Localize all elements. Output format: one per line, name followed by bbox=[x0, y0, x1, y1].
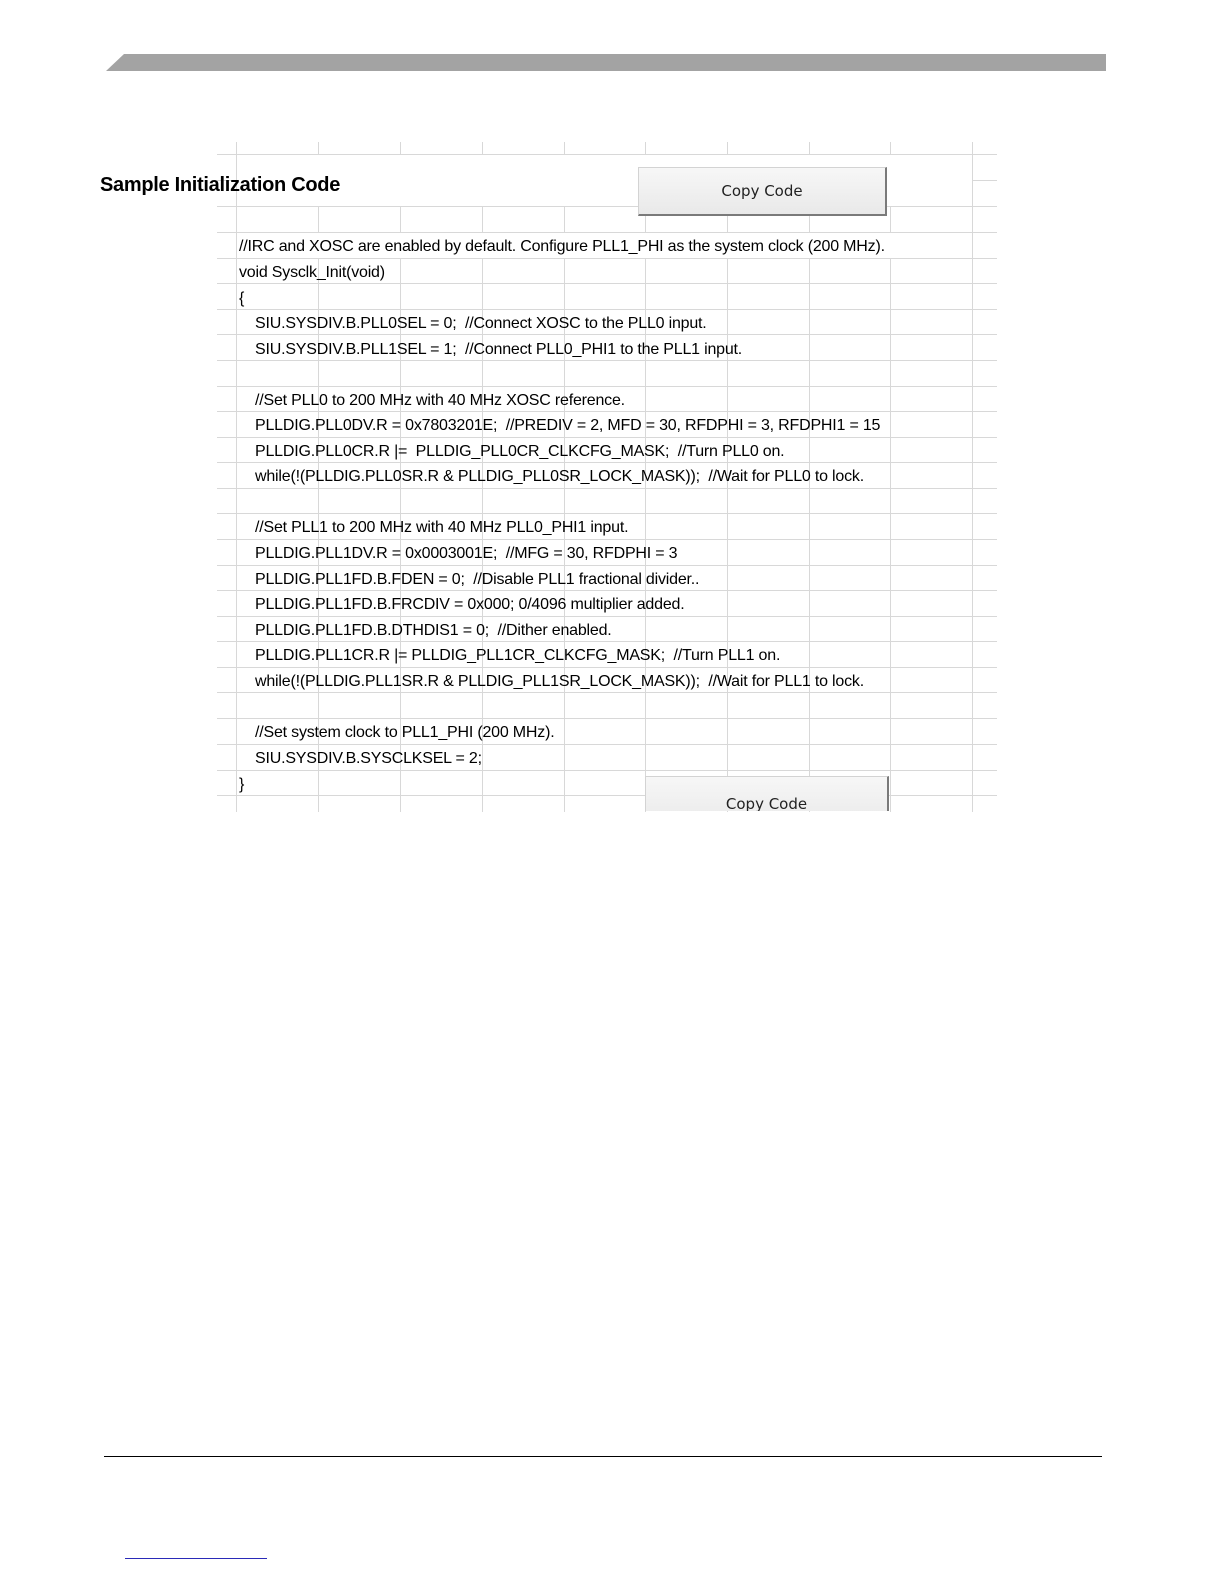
code-line: PLLDIG.PLL0DV.R = 0x7803201E; //PREDIV = 2, MFD = 30, RFDPHI = 3, RFDPHI1 = 15 bbox=[255, 417, 881, 434]
code-line: SIU.SYSDIV.B.PLL0SEL = 0; //Connect XOSC to the PLL0 input. bbox=[255, 315, 707, 332]
code-line: //Set PLL0 to 200 MHz with 40 MHz XOSC reference. bbox=[255, 392, 625, 409]
code-line: PLLDIG.PLL1FD.B.FDEN = 0; //Disable PLL1 fractional divider.. bbox=[255, 571, 700, 588]
code-line: SIU.SYSDIV.B.PLL1SEL = 1; //Connect PLL0_PHI1 to the PLL1 input. bbox=[255, 341, 743, 358]
code-line: void Sysclk_Init(void) bbox=[239, 264, 385, 281]
code-line: while(!(PLLDIG.PLL0SR.R & PLLDIG_PLL0SR_LOCK_MASK)); //Wait for PLL0 to lock. bbox=[255, 468, 864, 485]
code-line: PLLDIG.PLL1FD.B.DTHDIS1 = 0; //Dither enabled. bbox=[255, 622, 612, 639]
footer-link-underline[interactable] bbox=[125, 1558, 267, 1559]
code-line: } bbox=[239, 776, 245, 793]
code-line: //Set PLL1 to 200 MHz with 40 MHz PLL0_PHI1 input. bbox=[255, 519, 629, 536]
copy-code-button[interactable]: Copy Code bbox=[638, 167, 887, 216]
code-line: //Set system clock to PLL1_PHI (200 MHz). bbox=[255, 724, 555, 741]
copy-code-button-bottom[interactable]: Copy Code bbox=[645, 776, 889, 811]
footer-rule bbox=[104, 1456, 1102, 1457]
code-line: { bbox=[239, 290, 245, 307]
code-line: //IRC and XOSC are enabled by default. Configure PLL1_PHI as the system clock (200 MHz). bbox=[239, 238, 885, 255]
code-line: PLLDIG.PLL1CR.R |= PLLDIG_PLL1CR_CLKCFG_MASK; //Turn PLL1 on. bbox=[255, 647, 781, 664]
sheet-title: Sample Initialization Code bbox=[100, 174, 341, 196]
code-line: SIU.SYSDIV.B.SYSCLKSEL = 2; bbox=[255, 750, 482, 767]
code-line: PLLDIG.PLL1DV.R = 0x0003001E; //MFG = 30, RFDPHI = 3 bbox=[255, 545, 678, 562]
code-line: PLLDIG.PLL0CR.R |= PLLDIG_PLL0CR_CLKCFG_MASK; //Turn PLL0 on. bbox=[255, 443, 785, 460]
code-line: while(!(PLLDIG.PLL1SR.R & PLLDIG_PLL1SR_LOCK_MASK)); //Wait for PLL1 to lock. bbox=[255, 673, 864, 690]
code-line: PLLDIG.PLL1FD.B.FRCDIV = 0x000; 0/4096 multiplier added. bbox=[255, 596, 685, 613]
